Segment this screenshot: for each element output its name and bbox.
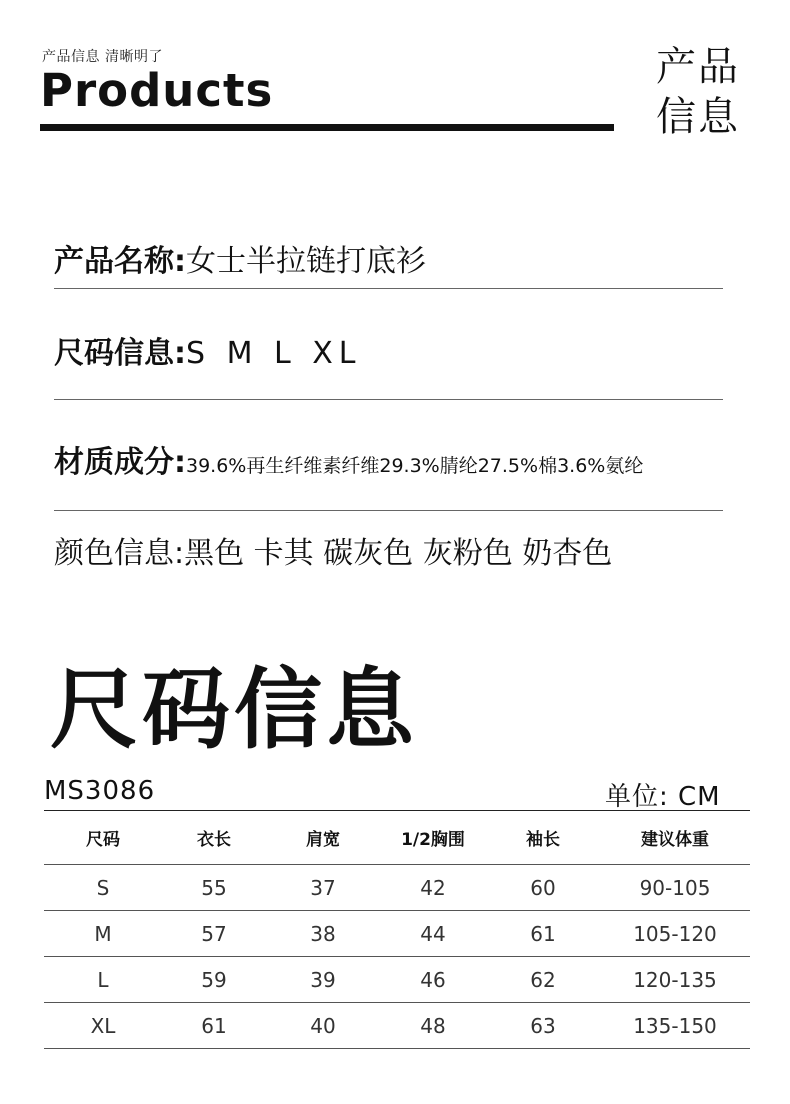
- table-row: [44, 1003, 750, 1049]
- cell-weight: 120-135: [600, 957, 750, 1003]
- info-row-size: [54, 328, 724, 372]
- header-half-chest: 1/2胸围: [380, 811, 486, 865]
- cell-length: 55: [162, 865, 266, 911]
- title-cn-line-2: 信息: [656, 94, 740, 140]
- cell-length: 59: [162, 957, 266, 1003]
- header-weight: 建议体重: [600, 811, 750, 865]
- size-table-header-row: [44, 811, 750, 865]
- page-title-chinese: [656, 42, 740, 142]
- info-divider-3: [54, 510, 723, 511]
- model-number: MS3086: [44, 776, 156, 806]
- header-subtitle: 产品信息 清晰明了: [42, 49, 163, 65]
- info-divider-2: [54, 399, 723, 400]
- page-title-english: Products: [40, 64, 274, 117]
- unit-label: 单位: CM: [605, 782, 721, 812]
- table-row: [44, 957, 750, 1003]
- table-row: [44, 911, 750, 957]
- cell-shoulder: 40: [266, 1003, 380, 1049]
- info-divider-1: [54, 288, 723, 289]
- cell-size: L: [44, 957, 162, 1003]
- title-cn-line-1: 产品: [656, 44, 740, 90]
- cell-size: S: [44, 865, 162, 911]
- header-sleeve: 袖长: [486, 811, 600, 865]
- product-name-label: 产品名称:: [54, 244, 186, 279]
- size-table: [44, 810, 750, 1049]
- cell-length: 61: [162, 1003, 266, 1049]
- color-value: 黑色 卡其 碳灰色 灰粉色 奶杏色: [184, 536, 613, 571]
- cell-half-chest: 48: [380, 1003, 486, 1049]
- cell-sleeve: 62: [486, 957, 600, 1003]
- cell-sleeve: 60: [486, 865, 600, 911]
- header-size: 尺码: [44, 811, 162, 865]
- header-length: 衣长: [162, 811, 266, 865]
- size-value: S M L XL: [186, 336, 362, 371]
- size-label: 尺码信息:: [54, 336, 186, 371]
- info-row-material: [54, 437, 724, 481]
- material-label: 材质成分:: [54, 445, 186, 480]
- color-label: 颜色信息:: [54, 536, 185, 571]
- info-row-color: [54, 528, 724, 572]
- material-value: 39.6%再生纤维素纤维29.3%腈纶27.5%棉3.6%氨纶: [186, 455, 644, 477]
- cell-shoulder: 38: [266, 911, 380, 957]
- title-underline-bar: [40, 124, 614, 131]
- cell-shoulder: 37: [266, 865, 380, 911]
- cell-half-chest: 46: [380, 957, 486, 1003]
- cell-sleeve: 63: [486, 1003, 600, 1049]
- product-name-value: 女士半拉链打底衫: [186, 244, 426, 279]
- cell-sleeve: 61: [486, 911, 600, 957]
- cell-weight: 135-150: [600, 1003, 750, 1049]
- cell-half-chest: 44: [380, 911, 486, 957]
- size-section-title: 尺码信息: [50, 658, 419, 761]
- cell-length: 57: [162, 911, 266, 957]
- cell-shoulder: 39: [266, 957, 380, 1003]
- cell-weight: 105-120: [600, 911, 750, 957]
- cell-half-chest: 42: [380, 865, 486, 911]
- cell-size: M: [44, 911, 162, 957]
- cell-weight: 90-105: [600, 865, 750, 911]
- info-row-product-name: [54, 236, 724, 280]
- table-row: [44, 865, 750, 911]
- header-shoulder: 肩宽: [266, 811, 380, 865]
- cell-size: XL: [44, 1003, 162, 1049]
